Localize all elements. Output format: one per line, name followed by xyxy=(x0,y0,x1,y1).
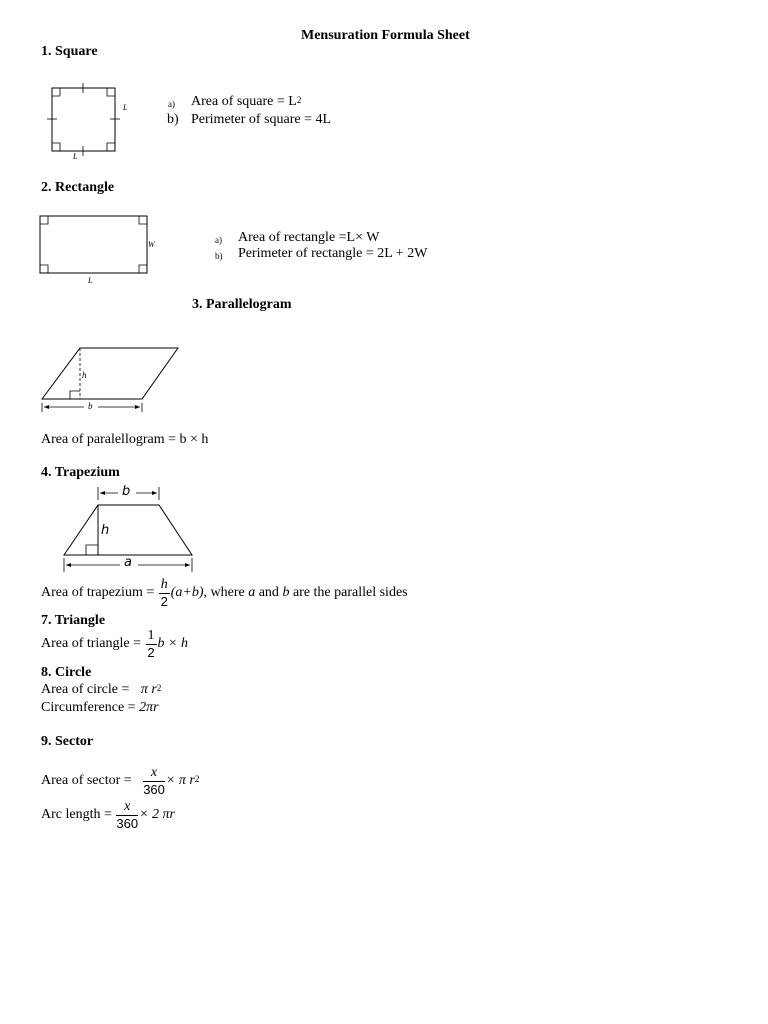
trapezium-heading: 4. Trapezium xyxy=(41,465,120,480)
trapezium-height-label: h xyxy=(101,523,110,538)
triangle-area-formula: Area of triangle = $\frac{1}{2}$ b × h xyxy=(41,628,188,660)
square-side-label: L xyxy=(123,103,128,112)
parallelogram-area-formula: Area of paralellogram = b × h xyxy=(41,432,209,447)
square-area-formula: Area of square = $L^2$ xyxy=(191,94,302,109)
rectangle-width-label: W xyxy=(148,240,155,249)
parallelogram-base-label: b xyxy=(88,401,93,411)
sector-area-fraction: $\frac{x}{360}$ xyxy=(143,765,165,797)
rectangle-item-b-marker: b) xyxy=(215,251,223,261)
rectangle-area-formula: Area of rectangle =L× W xyxy=(238,230,380,245)
parallelogram-heading: 3. Parallelogram xyxy=(192,297,292,312)
trapezium-area-formula: Area of trapezium = $\frac{h}{2}$ (a+b), where a and b are the parallel sides xyxy=(41,577,408,609)
square-base-label: L xyxy=(73,152,78,161)
trapezium-fraction: $\frac{h}{2}$ xyxy=(160,577,168,609)
circle-area-formula: Area of circle = π $r^2$ xyxy=(41,682,162,697)
trapezium-bottom-label: a xyxy=(124,555,132,570)
rectangle-heading: 2. Rectangle xyxy=(41,180,115,195)
sector-heading: 9. Sector xyxy=(41,734,94,749)
square-perimeter-formula: Perimeter of square = 4L xyxy=(191,112,332,127)
square-diagram xyxy=(40,80,140,164)
circle-heading: 8. Circle xyxy=(41,665,92,680)
rectangle-diagram xyxy=(38,214,153,276)
triangle-fraction: $\frac{1}{2}$ xyxy=(147,628,155,660)
triangle-heading: 7. Triangle xyxy=(41,613,106,628)
sector-arc-length-formula: Arc length = $\frac{x}{360}$ × 2 πr xyxy=(41,799,175,831)
circle-circumference-formula: Circumference = 2πr xyxy=(41,700,159,715)
sector-area-formula: Area of sector = $\frac{x}{360}$ × π $r^2$ xyxy=(41,765,200,797)
rectangle-item-a-marker: a) xyxy=(215,235,222,245)
square-heading: 1. Square xyxy=(41,44,98,59)
trapezium-top-label: b xyxy=(122,484,131,499)
sector-arc-fraction: $\frac{x}{360}$ xyxy=(116,799,139,831)
square-item-b-marker: b) xyxy=(167,112,179,127)
rectangle-perimeter-formula: Perimeter of rectangle = 2L + 2W xyxy=(238,246,428,261)
square-item-a-marker: a) xyxy=(168,99,175,109)
parallelogram-diagram xyxy=(38,345,183,415)
page-title: Mensuration Formula Sheet xyxy=(301,28,470,43)
rectangle-length-label: L xyxy=(88,276,93,285)
parallelogram-height-label: h xyxy=(82,370,87,380)
